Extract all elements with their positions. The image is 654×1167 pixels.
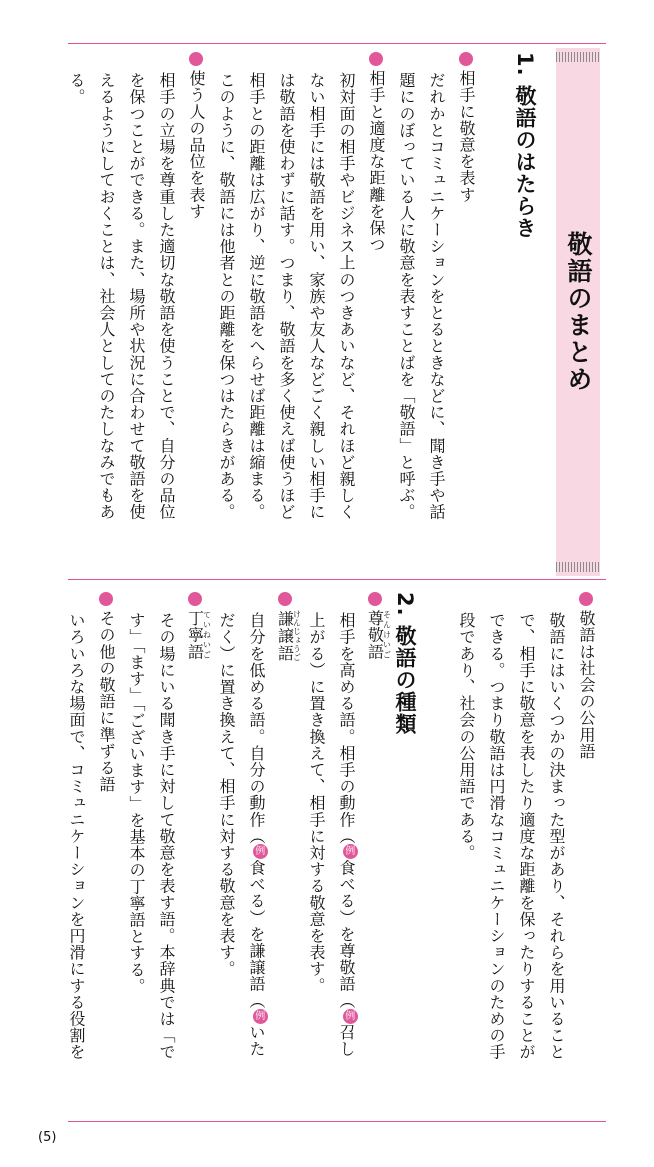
item-label [180,592,212,660]
item-label: 相手と適度な距離を保つ [361,52,391,253]
section1-item3 [181,52,211,219]
bullet-icon [459,52,473,66]
item-label: その他の敬語に準ずる語 [91,592,121,793]
section1-item2 [361,52,391,253]
title-dots-bottom [556,562,600,572]
section1-number: 1. [513,52,537,77]
kenjougo-label [270,592,302,662]
body-line: 敬語にはいくつかの決まった型があり、それらを用いること [547,612,566,1061]
teineigo-term: 丁寧語ていねいご [185,610,212,660]
other-body [61,612,91,1060]
other-label [91,592,121,793]
section1-item4-body [451,612,571,1060]
body-line: を保つことができる。また、場所や状況に合わせて敬語を使 [127,72,146,521]
section2-heading [390,592,420,735]
body-line: このように、敬語には他者との距離を保つはたらきがある。 [217,72,236,521]
body-line: で、相手に敬意を表したり適度な距離を保ったりすることが [517,612,536,1061]
sonkeigo-term: 尊敬語そんけいご [365,610,392,660]
body-line: る。 [67,72,86,106]
page-number: (5) [38,1130,57,1145]
section1-title: 敬語のはたらき [513,84,537,239]
section2-title: 敬語の種類 [393,624,417,735]
body-line: いろいろな場面で、コミュニケーションを円滑にする役割を [67,612,86,1061]
body-line: 題にのぼっている人に敬意を表すことばを「敬語」と呼ぶ。 [397,72,416,521]
example-icon: 例 [343,1009,358,1024]
body-line: 相手を高める語。相手の動作（例食べる）を尊敬語（例召し [337,612,356,1058]
bullet-icon [99,592,113,606]
section1-item3-body [61,72,181,520]
body-line: 段であり、社会の公用語である。 [457,612,476,861]
teineigo-label [180,592,212,660]
body-line: 初対面の相手やビジネス上のつきあいなど、それほど親しく [337,72,356,521]
body-line: は敬語を使わずに話す。つまり、敬語を多く使えば使うほど [277,72,296,521]
sonkeigo-label [360,592,392,660]
bullet-icon [579,592,593,606]
sonkeigo-body [301,612,361,1057]
body-line: できる。つまり敬語は円滑なコミュニケーションのための手 [487,612,506,1061]
section1-item1-body [391,72,451,520]
middle-rule [68,579,606,580]
item-label [360,592,392,660]
bullet-icon [278,592,292,606]
item-label: 敬語は社会の公用語 [571,592,601,759]
bullet-icon [368,592,382,606]
section1-item1 [451,52,481,203]
bullet-icon [369,52,383,66]
body-line: す」「ます」「ございます」を基本の丁寧語とする。 [127,612,146,995]
body-line: 上がる）に置き換えて、相手に対する敬意を表す。 [307,612,326,994]
body-line: えるようにしておくことは、社会人としてのたしなみでもあ [97,72,116,521]
item-label [270,592,302,662]
section2-number: 2. [393,592,417,617]
example-icon: 例 [343,844,358,859]
body-line: だれかとコミュニケーションをとるときなどに、聞き手や話 [427,72,446,521]
item-label: 使う人の品位を表す [181,52,211,219]
body-line: 自分を低める語。自分の動作（例食べる）を謙譲語（例いた [247,612,266,1058]
teineigo-body [121,612,181,1060]
body-line: だく）に置き換えて、相手に対する敬意を表す。 [217,612,236,978]
example-icon: 例 [253,844,268,859]
page-title: 敬語のまとめ [564,231,593,393]
example-icon: 例 [253,1009,268,1024]
bullet-icon [188,592,202,606]
bullet-icon [189,52,203,66]
title-box [556,48,600,576]
kenjougo-term: 謙譲語けんじょうご [275,610,302,662]
section1-item4 [571,592,601,759]
top-rule [68,43,606,44]
kenjougo-body [211,612,271,1057]
section1-heading [510,52,540,239]
body-line: 相手の立場を尊重した適切な敬語を使うことで、自分の品位 [157,72,176,521]
bottom-rule [68,1121,606,1122]
body-line: 相手との距離は広がり、逆に敬語をへらせば距離は縮まる。 [247,72,266,521]
item-label: 相手に敬意を表す [451,52,481,203]
section1-item2-body [211,72,361,520]
body-line: その場にいる聞き手に対して敬意を表す語。本辞典では「で [157,612,176,1061]
body-line: ない相手には敬語を用い、家族や友人などごく親しい相手に [307,72,326,521]
